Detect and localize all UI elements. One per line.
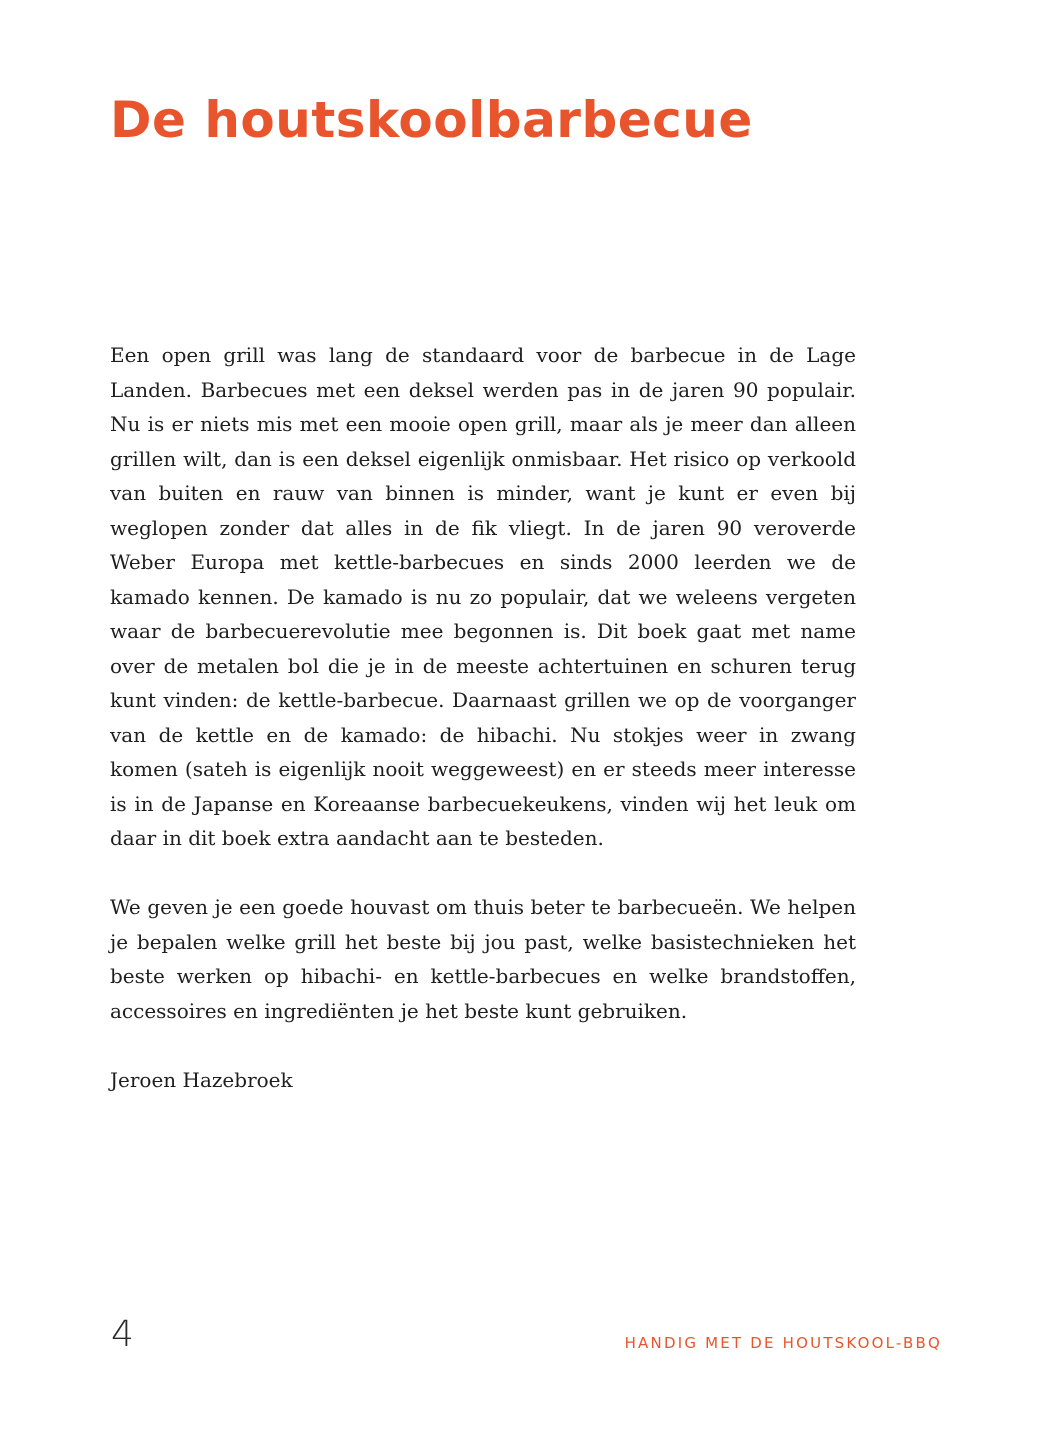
page-number: 4 (111, 1314, 134, 1355)
paragraph-purpose: We geven je een goede houvast om thuis beter te barbecueën. We helpen je bepalen welke grill het beste bij jou past, welke basistechnieken het beste werken op hibachi- en kettle-barbecues en welke brandstoffen, accessoires en ingrediënten je het beste kunt gebruiken. (110, 895, 856, 1023)
paragraph-intro: Een open grill was lang de standaard voor de barbecue in de Lage Landen. Barbecues met een deksel werden pas in de jaren 90 populair. Nu is er niets mis met een mooie open grill, maar als je meer dan alleen grillen wilt, dan is een deksel eigenlijk onmisbaar. Het risico op verkoold van buiten en rauw van binnen is minder, want je kunt er even bij weglopen zonder dat alles in de fik vliegt. In de jaren 90 veroverde Weber Europa met kettle-barbecues en sinds 2000 leerden we de kamado kennen. De kamado is nu zo populair, dat we weleens vergeten waar de barbecuerevolutie mee begonnen is. Dit boek gaat met name over de metalen bol die je in de meeste achtertuinen en schuren terug kunt vinden: de kettle-barbecue. Daarnaast grillen we op de voorganger van de kettle en de kamado: de hibachi. Nu stokjes weer in zwang komen (sateh is eigenlijk nooit weggeweest) en er steeds meer interesse is in de Japanse en Koreaanse barbecuekeukens, vinden wij het leuk om daar in dit boek extra aandacht aan te besteden. (110, 343, 856, 850)
body-text (110, 338, 856, 1132)
page-title: De houtskoolbarbecue (110, 91, 753, 149)
author-signature: Jeroen Hazebroek (110, 1067, 293, 1092)
running-footer: HANDIG MET DE HOUTSKOOL-BBQ (624, 1334, 942, 1352)
